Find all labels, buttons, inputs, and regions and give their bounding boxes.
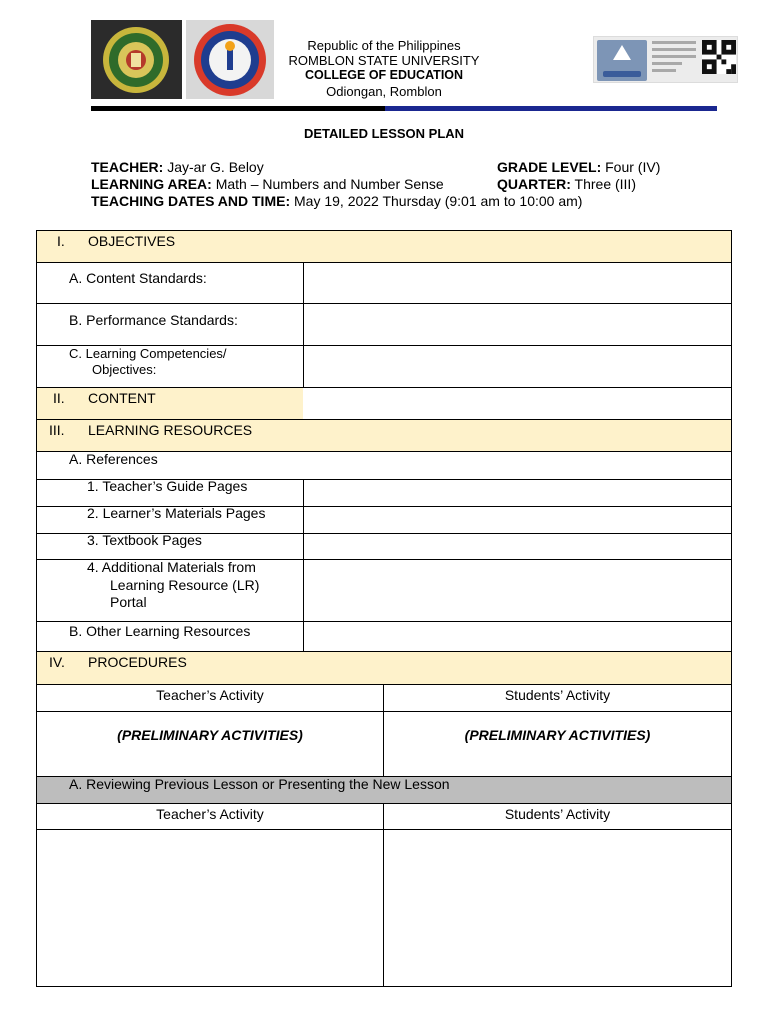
- other-resources-label: B. Other Learning Resources: [69, 623, 251, 639]
- college-seal-logo: [186, 20, 274, 99]
- document-title: DETAILED LESSON PLAN: [303, 126, 465, 141]
- location-line: Odiongan, Romblon: [326, 84, 442, 99]
- republic-line: Republic of the Philippines: [307, 38, 461, 53]
- grade-level-line: GRADE LEVEL: Four (IV): [497, 159, 661, 175]
- resources-number: III.: [49, 422, 65, 438]
- certification-badge: [593, 36, 738, 83]
- objectives-heading: OBJECTIVES: [88, 233, 176, 249]
- content-number: II.: [53, 390, 65, 406]
- college-name: COLLEGE OF EDUCATION: [304, 68, 464, 82]
- qr-code-icon: [702, 40, 736, 74]
- reviewing-lesson-label: A. Reviewing Previous Lesson or Presenting the New Lesson: [69, 776, 450, 792]
- label-value-divider-lower: [303, 480, 304, 652]
- teacher-line: TEACHER: Jay-ar G. Beloy: [91, 159, 264, 175]
- tuv-certified-bar: [603, 71, 641, 77]
- header-rule-blue: [385, 106, 717, 111]
- teacher-activity-cell: [37, 830, 383, 986]
- references-label: A. References: [69, 451, 158, 467]
- students-activity-header-2: Students’ Activity: [504, 806, 611, 822]
- university-seal-logo: [91, 20, 182, 99]
- tuv-triangle-icon: [613, 45, 631, 60]
- teachers-guide-label: 1. Teacher’s Guide Pages: [87, 478, 248, 494]
- students-preliminary-activities: (PRELIMINARY ACTIVITIES): [464, 727, 651, 743]
- learners-materials-label: 2. Learner’s Materials Pages: [87, 505, 266, 521]
- certification-text-lines: [652, 41, 696, 76]
- students-activity-header: Students’ Activity: [504, 687, 611, 703]
- resources-heading: LEARNING RESOURCES: [88, 422, 253, 438]
- objectives-number: I.: [57, 233, 65, 249]
- content-value-cell: [303, 388, 731, 420]
- institution-header: [274, 38, 494, 99]
- procedures-number: IV.: [49, 654, 65, 670]
- additional-materials-label-2: Learning Resource (LR): [110, 577, 260, 593]
- additional-materials-label-3: Portal: [110, 594, 147, 610]
- content-section-cell: [37, 388, 303, 420]
- teacher-activity-header-2: Teacher’s Activity: [156, 806, 264, 822]
- preliminary-activities-row: [37, 712, 731, 777]
- procedures-heading: PROCEDURES: [88, 654, 187, 670]
- content-standards-label: A. Content Standards:: [69, 270, 207, 286]
- competencies-label-continued: Objectives:: [92, 362, 157, 377]
- competencies-label: C. Learning Competencies/: [69, 346, 227, 361]
- performance-standards-label: B. Performance Standards:: [69, 312, 238, 328]
- label-value-divider-upper: [303, 263, 304, 388]
- additional-materials-label: 4. Additional Materials from: [87, 559, 256, 575]
- teacher-activity-header: Teacher’s Activity: [156, 687, 264, 703]
- tuv-logo: [597, 40, 647, 81]
- students-activity-cell: [384, 830, 731, 986]
- teaching-dates-line: TEACHING DATES AND TIME: May 19, 2022 Thursday (9:01 am to 10:00 am): [91, 193, 583, 209]
- activity-divider-upper: [383, 685, 384, 777]
- university-name: ROMBLON STATE UNIVERSITY: [288, 53, 480, 68]
- textbook-pages-label: 3. Textbook Pages: [87, 532, 202, 548]
- content-heading: CONTENT: [88, 390, 156, 406]
- learning-area-line: LEARNING AREA: Math – Numbers and Number Sense: [91, 176, 444, 192]
- lesson-plan-table: [36, 230, 732, 987]
- quarter-line: QUARTER: Three (III): [497, 176, 636, 192]
- teacher-preliminary-activities: (PRELIMINARY ACTIVITIES): [117, 727, 303, 743]
- header-rule-black: [91, 106, 385, 111]
